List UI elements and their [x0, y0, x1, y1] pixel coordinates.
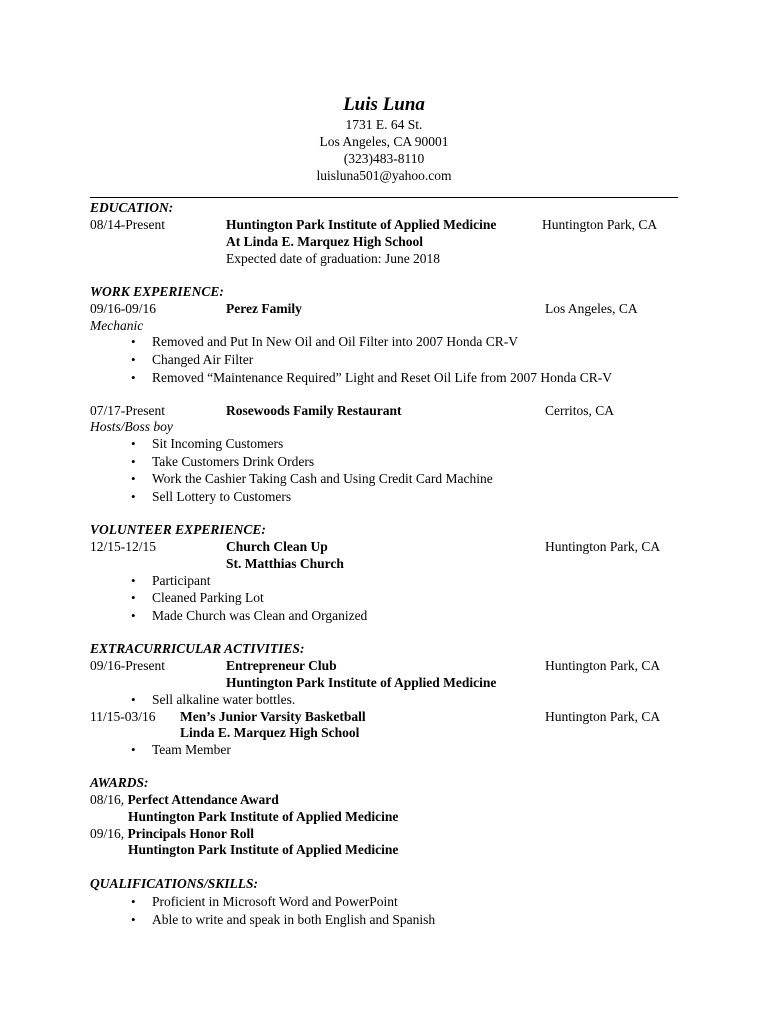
- education-school-line2: At Linda E. Marquez High School: [226, 234, 424, 249]
- bullet-icon: •: [131, 352, 136, 367]
- work-heading: WORK EXPERIENCE:: [90, 284, 224, 299]
- extracurricular-heading: EXTRACURRICULAR ACTIVITIES:: [90, 641, 305, 656]
- education-school: Huntington Park Institute of Applied Medicine: [226, 217, 497, 232]
- bullet-icon: •: [131, 894, 136, 909]
- education-date: 08/14-Present: [90, 217, 165, 232]
- activity-location: Huntington Park, CA: [545, 709, 661, 724]
- bullet-icon: •: [131, 590, 136, 605]
- job-role: Hosts/Boss boy: [90, 419, 173, 434]
- awards-heading: AWARDS:: [90, 775, 149, 790]
- activity-title: Entrepreneur Club: [226, 658, 337, 673]
- resume-header: [0, 94, 768, 184]
- activity-date: 09/16-Present: [90, 658, 165, 673]
- education-heading: EDUCATION:: [90, 200, 174, 215]
- award-entry: [90, 791, 279, 808]
- header-divider: [90, 197, 678, 198]
- activity-date: 11/15-03/16: [90, 709, 156, 724]
- activity-org: Linda E. Marquez High School: [180, 725, 360, 740]
- bullet-icon: •: [131, 912, 136, 927]
- bullet-icon: •: [131, 436, 136, 451]
- job-role: Mechanic: [90, 318, 144, 333]
- phone-number: (323)483-8110: [343, 151, 425, 166]
- street-address: 1731 E. 64 St.: [345, 117, 423, 132]
- job-employer: Rosewoods Family Restaurant: [226, 403, 402, 418]
- award-entry: [90, 825, 254, 842]
- award-org: Huntington Park Institute of Applied Medicine: [128, 809, 399, 824]
- award-date: 09/16,: [90, 826, 125, 841]
- activity-location: Huntington Park, CA: [545, 658, 661, 673]
- job-date: 09/16-09/16: [90, 301, 156, 316]
- graduation-note: Expected date of graduation: June 2018: [226, 251, 441, 266]
- job-employer: Perez Family: [226, 301, 302, 316]
- resume-page: Luis Luna 1731 E. 64 St. Los Angeles, CA 90001 (323)483-8110 luisluna501@yahoo.com EDUCATION: 08/14-Present Huntington Park Institute of Applied Medicine Huntington Park, CA At Linda E. Marquez High School Expected date of graduation: June 2018 WORK EXPERIENCE: 09/16-09/16 Perez Family Los Angeles, CA Mechanic • Removed and Put In New Oil and Oil Filter into 2007 Honda CR-V • Changed Air Filter • Removed “Maintenance Required” Light and Reset Oil Life from 2007 Honda CR-V 07/17-Present Rosewoods Family Restaurant Cerritos, CA Hosts/Boss boy • Sit Incoming Customers • Take Customers Drink Orders • Work the Cashier Taking Cash and Using Credit Card Machine • Sell Lottery to Customers VOLUNTEER EXPERIENCE: 12/15-12/15 Church Clean Up Huntington Park, CA St. Matthias Church • Participant • Cleaned Parking Lot • Made Church was Clean and Organized EXTRACURRICULAR ACTIVITIES: 09/16-Present Entrepreneur Club Huntington Park, CA Huntington Park Institute of Applied Medicine • Sell alkaline water bottles. 11/15-03/16 Men’s Junior Varsity Basketball Huntington Park, CA Linda E. Marquez High School • Team Member AWARDS: 08/16, Perfect Attendance Award Huntington Park Institute of Applied Medicine 09/16, Principals Honor Roll Huntington Park Institute of Applied Medicine QUALIFICATIONS/SKILLS: • Proficient in Microsoft Word and PowerPoint • Able to write and speak in both English and Spanish: [0, 0, 768, 1024]
- activity-title: Men’s Junior Varsity Basketball: [180, 709, 366, 724]
- bullet-icon: •: [131, 573, 136, 588]
- bullet-icon: •: [131, 742, 136, 757]
- award-title: Perfect Attendance Award: [127, 792, 279, 807]
- volunteer-location: Huntington Park, CA: [545, 539, 661, 554]
- bullet-icon: •: [131, 489, 136, 504]
- volunteer-title: Church Clean Up: [226, 539, 328, 554]
- bullet-icon: •: [131, 471, 136, 486]
- volunteer-date: 12/15-12/15: [90, 539, 156, 554]
- award-title: Principals Honor Roll: [127, 826, 255, 841]
- volunteer-heading: VOLUNTEER EXPERIENCE:: [90, 522, 266, 537]
- skills-heading: QUALIFICATIONS/SKILLS:: [90, 876, 259, 891]
- email-address: luisluna501@yahoo.com: [316, 168, 452, 183]
- bullet-icon: •: [131, 692, 136, 707]
- candidate-name: Luis Luna: [343, 94, 425, 115]
- city-state-zip: Los Angeles, CA 90001: [319, 134, 449, 149]
- volunteer-org: St. Matthias Church: [226, 556, 344, 571]
- job-date: 07/17-Present: [90, 403, 165, 418]
- job-location: Los Angeles, CA: [545, 301, 638, 316]
- job-location: Cerritos, CA: [545, 403, 614, 418]
- bullet-icon: •: [131, 334, 136, 349]
- bullet-icon: •: [131, 370, 136, 385]
- bullet-icon: •: [131, 608, 136, 623]
- bullet-icon: •: [131, 454, 136, 469]
- award-date: 08/16,: [90, 792, 125, 807]
- award-org: Huntington Park Institute of Applied Medicine: [128, 842, 399, 857]
- education-location: Huntington Park, CA: [542, 217, 658, 232]
- activity-org: Huntington Park Institute of Applied Medicine: [226, 675, 497, 690]
